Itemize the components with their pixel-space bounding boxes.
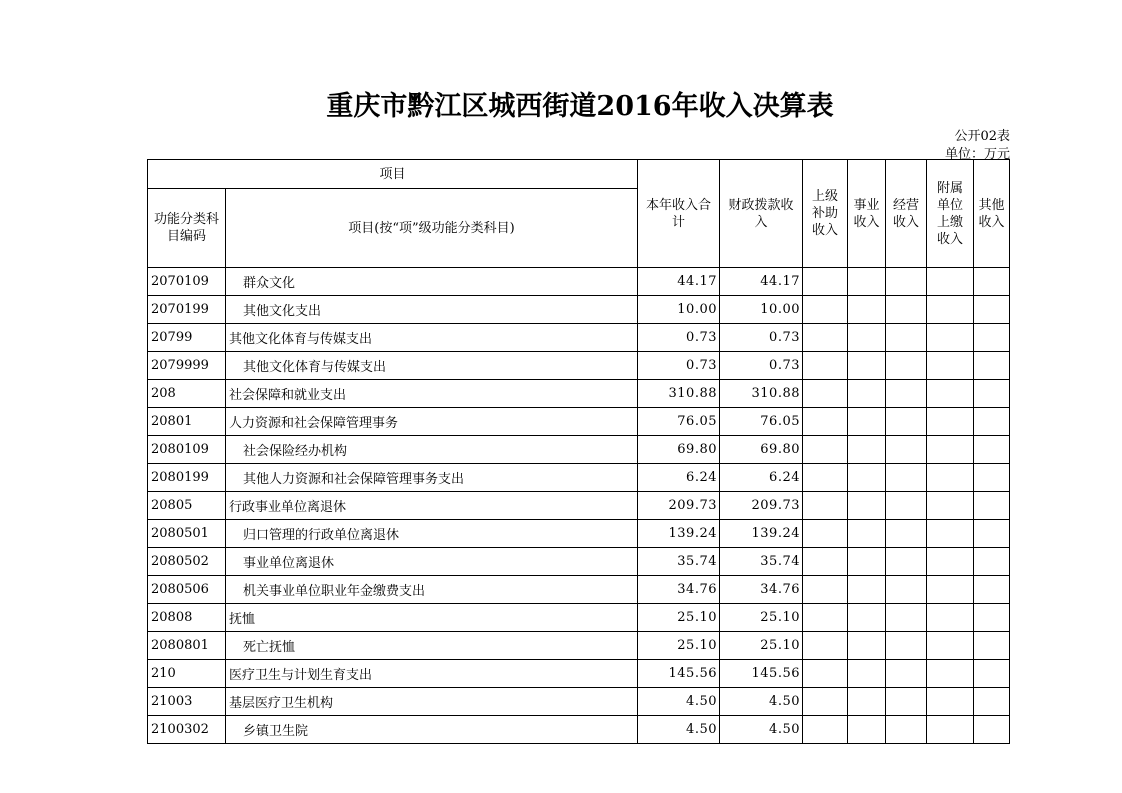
table-row bbox=[148, 324, 1010, 352]
row-code: 2080501 bbox=[148, 520, 226, 548]
row-business bbox=[848, 688, 886, 716]
row-code: 20805 bbox=[148, 492, 226, 520]
row-name: 行政事业单位离退休 bbox=[226, 492, 638, 520]
row-total: 209.73 bbox=[638, 492, 720, 520]
row-superior bbox=[803, 688, 848, 716]
row-total: 44.17 bbox=[638, 268, 720, 296]
row-operating bbox=[886, 660, 927, 688]
row-business bbox=[848, 520, 886, 548]
row-operating bbox=[886, 548, 927, 576]
row-total: 0.73 bbox=[638, 324, 720, 352]
row-business bbox=[848, 548, 886, 576]
row-fiscal: 0.73 bbox=[720, 352, 803, 380]
row-business bbox=[848, 632, 886, 660]
row-affiliated bbox=[927, 520, 974, 548]
row-fiscal: 25.10 bbox=[720, 604, 803, 632]
row-code: 2080199 bbox=[148, 464, 226, 492]
row-superior bbox=[803, 408, 848, 436]
row-superior bbox=[803, 436, 848, 464]
row-fiscal: 76.05 bbox=[720, 408, 803, 436]
row-fiscal: 10.00 bbox=[720, 296, 803, 324]
row-other bbox=[974, 352, 1010, 380]
row-other bbox=[974, 464, 1010, 492]
row-code: 2080506 bbox=[148, 576, 226, 604]
row-fiscal: 4.50 bbox=[720, 716, 803, 744]
row-name: 死亡抚恤 bbox=[226, 632, 638, 660]
row-operating bbox=[886, 688, 927, 716]
row-superior bbox=[803, 716, 848, 744]
row-total: 25.10 bbox=[638, 604, 720, 632]
row-affiliated bbox=[927, 604, 974, 632]
row-code: 2080801 bbox=[148, 632, 226, 660]
table-row bbox=[148, 604, 1010, 632]
header-total: 本年收入合计 bbox=[638, 160, 720, 268]
row-business bbox=[848, 408, 886, 436]
row-code: 2100302 bbox=[148, 716, 226, 744]
row-name: 机关事业单位职业年金缴费支出 bbox=[226, 576, 638, 604]
row-code: 2070199 bbox=[148, 296, 226, 324]
row-other bbox=[974, 492, 1010, 520]
row-business bbox=[848, 464, 886, 492]
row-superior bbox=[803, 492, 848, 520]
table-row bbox=[148, 464, 1010, 492]
row-fiscal: 310.88 bbox=[720, 380, 803, 408]
row-business bbox=[848, 352, 886, 380]
table-row bbox=[148, 660, 1010, 688]
row-business bbox=[848, 268, 886, 296]
row-total: 10.00 bbox=[638, 296, 720, 324]
row-total: 4.50 bbox=[638, 716, 720, 744]
row-code: 2079999 bbox=[148, 352, 226, 380]
row-business bbox=[848, 576, 886, 604]
row-operating bbox=[886, 716, 927, 744]
row-code: 21003 bbox=[148, 688, 226, 716]
row-other bbox=[974, 660, 1010, 688]
unit-label: 单位：万元 bbox=[944, 147, 1010, 162]
row-name: 其他人力资源和社会保障管理事务支出 bbox=[226, 464, 638, 492]
table-row bbox=[148, 352, 1010, 380]
row-affiliated bbox=[927, 632, 974, 660]
row-name: 社会保险经办机构 bbox=[226, 436, 638, 464]
row-code: 2080109 bbox=[148, 436, 226, 464]
row-fiscal: 139.24 bbox=[720, 520, 803, 548]
row-other bbox=[974, 716, 1010, 744]
row-affiliated bbox=[927, 408, 974, 436]
row-code: 20808 bbox=[148, 604, 226, 632]
row-code: 210 bbox=[148, 660, 226, 688]
row-superior bbox=[803, 520, 848, 548]
row-name: 归口管理的行政单位离退休 bbox=[226, 520, 638, 548]
row-name: 其他文化体育与传媒支出 bbox=[226, 324, 638, 352]
row-fiscal: 4.50 bbox=[720, 688, 803, 716]
row-name: 群众文化 bbox=[226, 268, 638, 296]
row-business bbox=[848, 716, 886, 744]
row-superior bbox=[803, 576, 848, 604]
row-total: 6.24 bbox=[638, 464, 720, 492]
row-other bbox=[974, 408, 1010, 436]
row-name: 其他文化体育与传媒支出 bbox=[226, 352, 638, 380]
header-fiscal: 财政拨款收入 bbox=[720, 160, 803, 268]
row-business bbox=[848, 660, 886, 688]
row-operating bbox=[886, 576, 927, 604]
row-superior bbox=[803, 268, 848, 296]
header-project: 项目 bbox=[148, 160, 638, 189]
row-fiscal: 44.17 bbox=[720, 268, 803, 296]
row-operating bbox=[886, 520, 927, 548]
row-total: 35.74 bbox=[638, 548, 720, 576]
row-other bbox=[974, 576, 1010, 604]
row-affiliated bbox=[927, 576, 974, 604]
row-fiscal: 35.74 bbox=[720, 548, 803, 576]
table-row bbox=[148, 380, 1010, 408]
row-total: 0.73 bbox=[638, 352, 720, 380]
row-other bbox=[974, 548, 1010, 576]
row-operating bbox=[886, 268, 927, 296]
row-other bbox=[974, 380, 1010, 408]
page-title: 重庆市黔江区城西街道2016年收入决算表 bbox=[326, 91, 834, 122]
row-fiscal: 6.24 bbox=[720, 464, 803, 492]
row-operating bbox=[886, 604, 927, 632]
row-affiliated bbox=[927, 492, 974, 520]
row-fiscal: 34.76 bbox=[720, 576, 803, 604]
header-superior: 上级补助收入 bbox=[803, 160, 848, 268]
row-business bbox=[848, 492, 886, 520]
row-superior bbox=[803, 660, 848, 688]
row-total: 69.80 bbox=[638, 436, 720, 464]
header-business: 事业收入 bbox=[848, 160, 886, 268]
row-fiscal: 0.73 bbox=[720, 324, 803, 352]
row-fiscal: 145.56 bbox=[720, 660, 803, 688]
header-operating: 经营收入 bbox=[886, 160, 927, 268]
row-superior bbox=[803, 464, 848, 492]
row-operating bbox=[886, 492, 927, 520]
row-code: 208 bbox=[148, 380, 226, 408]
row-affiliated bbox=[927, 352, 974, 380]
row-affiliated bbox=[927, 268, 974, 296]
row-superior bbox=[803, 324, 848, 352]
row-other bbox=[974, 520, 1010, 548]
row-operating bbox=[886, 352, 927, 380]
row-affiliated bbox=[927, 296, 974, 324]
row-affiliated bbox=[927, 716, 974, 744]
row-affiliated bbox=[927, 660, 974, 688]
table-row bbox=[148, 408, 1010, 436]
table-row bbox=[148, 716, 1010, 744]
row-operating bbox=[886, 632, 927, 660]
row-affiliated bbox=[927, 380, 974, 408]
row-operating bbox=[886, 408, 927, 436]
row-name: 抚恤 bbox=[226, 604, 638, 632]
row-business bbox=[848, 380, 886, 408]
row-affiliated bbox=[927, 436, 974, 464]
row-business bbox=[848, 436, 886, 464]
row-name: 事业单位离退休 bbox=[226, 548, 638, 576]
row-operating bbox=[886, 436, 927, 464]
row-affiliated bbox=[927, 324, 974, 352]
row-other bbox=[974, 604, 1010, 632]
table-row bbox=[148, 520, 1010, 548]
row-other bbox=[974, 436, 1010, 464]
row-name: 人力资源和社会保障管理事务 bbox=[226, 408, 638, 436]
row-total: 25.10 bbox=[638, 632, 720, 660]
row-other bbox=[974, 296, 1010, 324]
row-fiscal: 69.80 bbox=[720, 436, 803, 464]
row-superior bbox=[803, 380, 848, 408]
row-superior bbox=[803, 352, 848, 380]
table-row bbox=[148, 688, 1010, 716]
table-row bbox=[148, 436, 1010, 464]
row-affiliated bbox=[927, 548, 974, 576]
income-table bbox=[147, 159, 1010, 744]
header-name: 项目(按“项”级功能分类科目) bbox=[226, 189, 638, 268]
row-operating bbox=[886, 324, 927, 352]
row-total: 4.50 bbox=[638, 688, 720, 716]
row-superior bbox=[803, 632, 848, 660]
row-other bbox=[974, 688, 1010, 716]
table-row bbox=[148, 632, 1010, 660]
row-code: 20799 bbox=[148, 324, 226, 352]
row-code: 2080502 bbox=[148, 548, 226, 576]
row-operating bbox=[886, 464, 927, 492]
table-row bbox=[148, 296, 1010, 324]
row-total: 76.05 bbox=[638, 408, 720, 436]
row-total: 145.56 bbox=[638, 660, 720, 688]
row-affiliated bbox=[927, 688, 974, 716]
row-name: 医疗卫生与计划生育支出 bbox=[226, 660, 638, 688]
row-superior bbox=[803, 604, 848, 632]
row-fiscal: 25.10 bbox=[720, 632, 803, 660]
row-total: 310.88 bbox=[638, 380, 720, 408]
row-operating bbox=[886, 380, 927, 408]
row-name: 基层医疗卫生机构 bbox=[226, 688, 638, 716]
header-affiliated: 附属单位上缴收入 bbox=[927, 160, 974, 268]
row-other bbox=[974, 268, 1010, 296]
row-business bbox=[848, 296, 886, 324]
header-other: 其他收入 bbox=[974, 160, 1010, 268]
row-other bbox=[974, 324, 1010, 352]
row-total: 34.76 bbox=[638, 576, 720, 604]
row-operating bbox=[886, 296, 927, 324]
table-row bbox=[148, 548, 1010, 576]
row-fiscal: 209.73 bbox=[720, 492, 803, 520]
row-name: 乡镇卫生院 bbox=[226, 716, 638, 744]
row-business bbox=[848, 324, 886, 352]
row-total: 139.24 bbox=[638, 520, 720, 548]
table-row bbox=[148, 492, 1010, 520]
table-row bbox=[148, 268, 1010, 296]
row-superior bbox=[803, 296, 848, 324]
row-code: 20801 bbox=[148, 408, 226, 436]
row-code: 2070109 bbox=[148, 268, 226, 296]
row-affiliated bbox=[927, 464, 974, 492]
header-code: 功能分类科目编码 bbox=[148, 189, 226, 268]
row-business bbox=[848, 604, 886, 632]
row-name: 其他文化支出 bbox=[226, 296, 638, 324]
form-number: 公开02表 bbox=[954, 129, 1010, 144]
row-name: 社会保障和就业支出 bbox=[226, 380, 638, 408]
row-superior bbox=[803, 548, 848, 576]
table-row bbox=[148, 576, 1010, 604]
row-other bbox=[974, 632, 1010, 660]
